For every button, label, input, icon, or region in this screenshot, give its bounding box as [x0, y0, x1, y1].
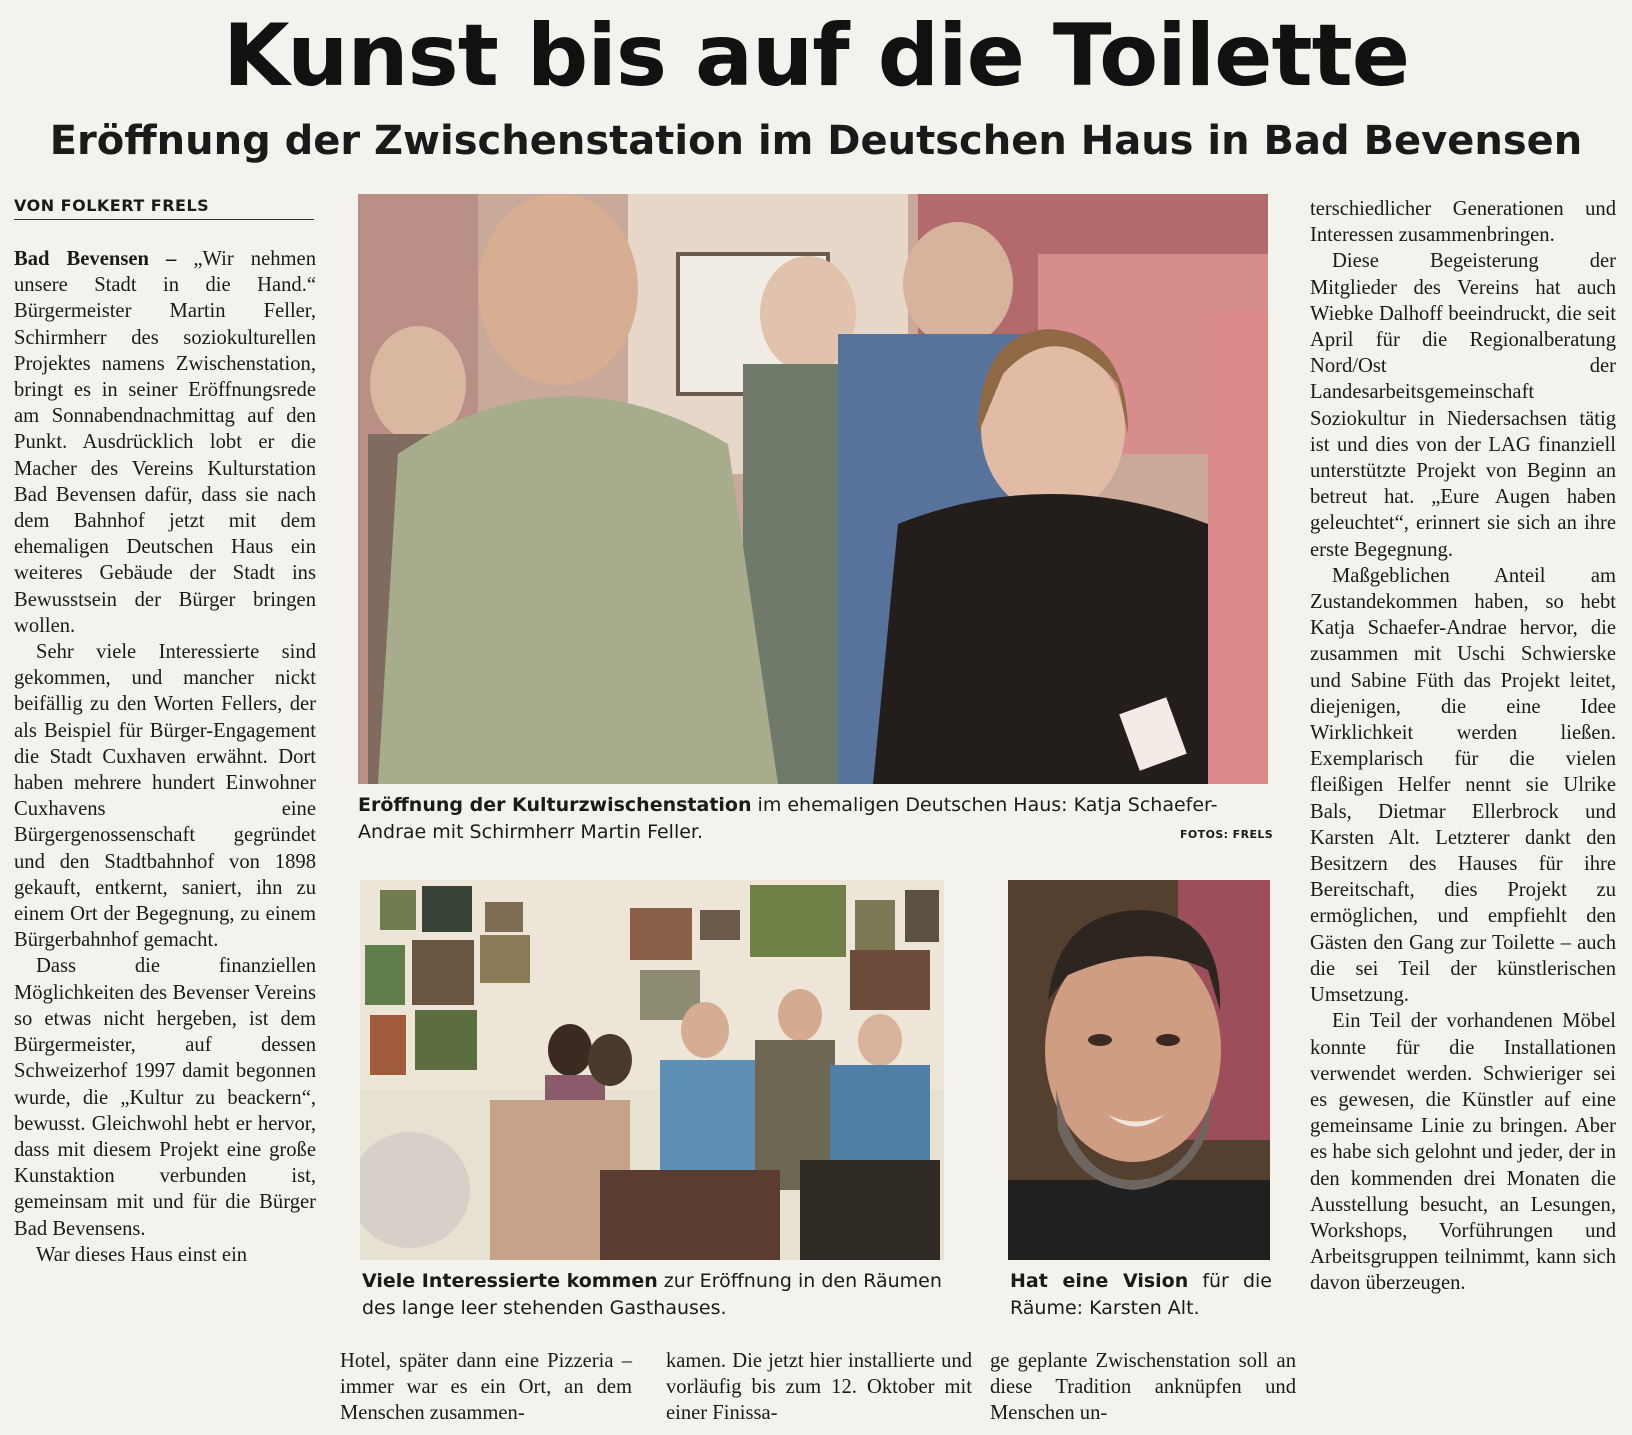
paragraph: Diese Begeisterung der Mitglieder des Vereins hat auch Wiebke Dalhoff beeindruckt, die seit April für die Regionalberatung Nord/Ost der Landesarbeitsgemeinschaft Soziokultur in Niedersachsen tätig ist und dies von der LAG finanziell unterstützte Projekt von Beginn an betreut hat. „Eure Augen haben geleuchtet“, erinnert sie sich an ihre erste Begegnung. — [1310, 250, 1616, 561]
caption-text: im ehemaligen Deutschen Haus: Katja Schaefer-Andrae mit Schirmherr Martin Feller. — [358, 794, 1218, 843]
byline: VON FOLKERT FRELS — [14, 196, 314, 220]
gallery-photo-caption — [362, 1268, 948, 1322]
gallery-photo-image — [360, 880, 944, 1260]
article-column-3 — [666, 1348, 972, 1427]
paragraph: Sehr viele Interessierte sind gekommen, und mancher nickt beifällig zu den Worten Fellers, der als Beispiel für Bürger-Engagement die Stadt Cuxhaven erwähnt. Dort haben mehrere hundert Einwohner Cuxhavens eine Bürgergenossenschaft gegründet und den Stadtbahnhof von 1898 gekauft, entkernt, saniert, ihn zu einem Ort der Begegnung, zu einem Bürgerbahnhof gemacht. — [14, 641, 316, 952]
portrait-photo-image — [1008, 880, 1270, 1260]
main-photo — [358, 194, 1268, 784]
portrait-photo — [1008, 880, 1270, 1260]
main-photo-image — [358, 194, 1268, 784]
main-photo-caption — [358, 792, 1268, 846]
gallery-photo — [360, 880, 944, 1260]
caption-text: zur Eröffnung in den Räumen des lange leer stehenden Gasthauses. — [362, 1270, 942, 1319]
headline: Kunst bis auf die Toilette — [222, 6, 1410, 106]
article-column-1 — [14, 246, 316, 1268]
portrait-photo-caption — [1010, 1268, 1272, 1322]
article-column-5 — [1310, 196, 1616, 1297]
subheadline: Eröffnung der Zwischenstation im Deutschen Haus in Bad Bevensen — [49, 118, 1583, 164]
paragraph: Dass die finanziellen Möglichkeiten des Bevenser Vereins so etwas nicht hergeben, ist dem Bürgermeister, auf dessen Schweizerhof 1997 damit begonnen wurde, die „Kultur zu beackern“, bewusst. Gleichwohl hebt er hervor, dass mit diesem Projekt eine große Kunstaktion verbunden ist, gemeinsam mit und für die Bürger Bad Bevensens. — [14, 955, 316, 1240]
paragraph: War dieses Haus einst ein — [36, 1243, 248, 1266]
paragraph: ge geplante Zwischenstation soll an diese Tradition anknüpfen und Menschen un- — [990, 1350, 1296, 1425]
paragraph-text: „Wir nehmen unsere Stadt in die Hand.“ Bürgermeister Martin Feller, Schirmherr des soziokulturellen Projektes namens Zwischenstation, bringt es in seiner Eröffnungsrede am Sonnabendnachmittag auf den Punkt. Ausdrücklich lobt er die Macher des Vereins Kulturstation Bad Bevensen dafür, dass sie nach dem Bahnhof jetzt mit dem ehemaligen Deutschen Haus ein weiteres Gebäude der Stadt ins Bewusstsein der Bürger bringen wollen. — [14, 248, 316, 637]
paragraph: Maßgeblichen Anteil am Zustandekommen haben, so hebt Katja Schaefer-Andrae hervor, die zusammen mit Uschi Schwierske und Sabine Füth das Projekt leitet, diejenigen, die eine Idee Wirklichkeit werden ließen. Exemplarisch für die vielen fleißigen Helfer nennt sie Ulrike Bals, Dietmar Ellerbrock und Karsten Alt. Letzterer dankt den Besitzern des Hauses für ihre Bereitschaft, dies Projekt zu ermöglichen, und empfiehlt den Gästen den Gang zur Toilette – auch die sei Teil der künstlerischen Umsetzung. — [1310, 564, 1616, 1007]
caption-bold: Hat eine Vision — [1010, 1270, 1189, 1292]
paragraph: terschiedlicher Generationen und Interessen zusammenbringen. — [1310, 198, 1616, 247]
paragraph: kamen. Die jetzt hier installierte und vorläufig bis zum 12. Oktober mit einer Finissa- — [666, 1350, 972, 1425]
article-column-4 — [990, 1348, 1296, 1427]
article-column-2 — [340, 1348, 632, 1427]
caption-bold: Eröffnung der Kulturzwischenstation — [358, 794, 752, 816]
caption-bold: Viele Interessierte kommen — [362, 1270, 658, 1292]
photo-credit: FOTOS: FRELS — [1180, 828, 1274, 841]
dateline: Bad Bevensen – — [14, 248, 177, 270]
paragraph: Hotel, später dann eine Pizzeria – immer war es ein Ort, an dem Menschen zusammen- — [340, 1350, 632, 1425]
paragraph: Ein Teil der vorhandenen Möbel konnte für die Installationen verwendet werden. Schwieriger sei es gewesen, die Künstler auf eine gemeinsame Linie zu bringen. Aber es habe sich gelohnt und jeder, der in den kommenden drei Monaten die Ausstellung besucht, an Lesungen, Workshops, Vorführungen und Arbeitsgruppen teilnimmt, kann sich davon überzeugen. — [1310, 1010, 1616, 1295]
caption-text: für die Räume: Karsten Alt. — [1010, 1270, 1272, 1319]
paragraph — [14, 246, 316, 639]
